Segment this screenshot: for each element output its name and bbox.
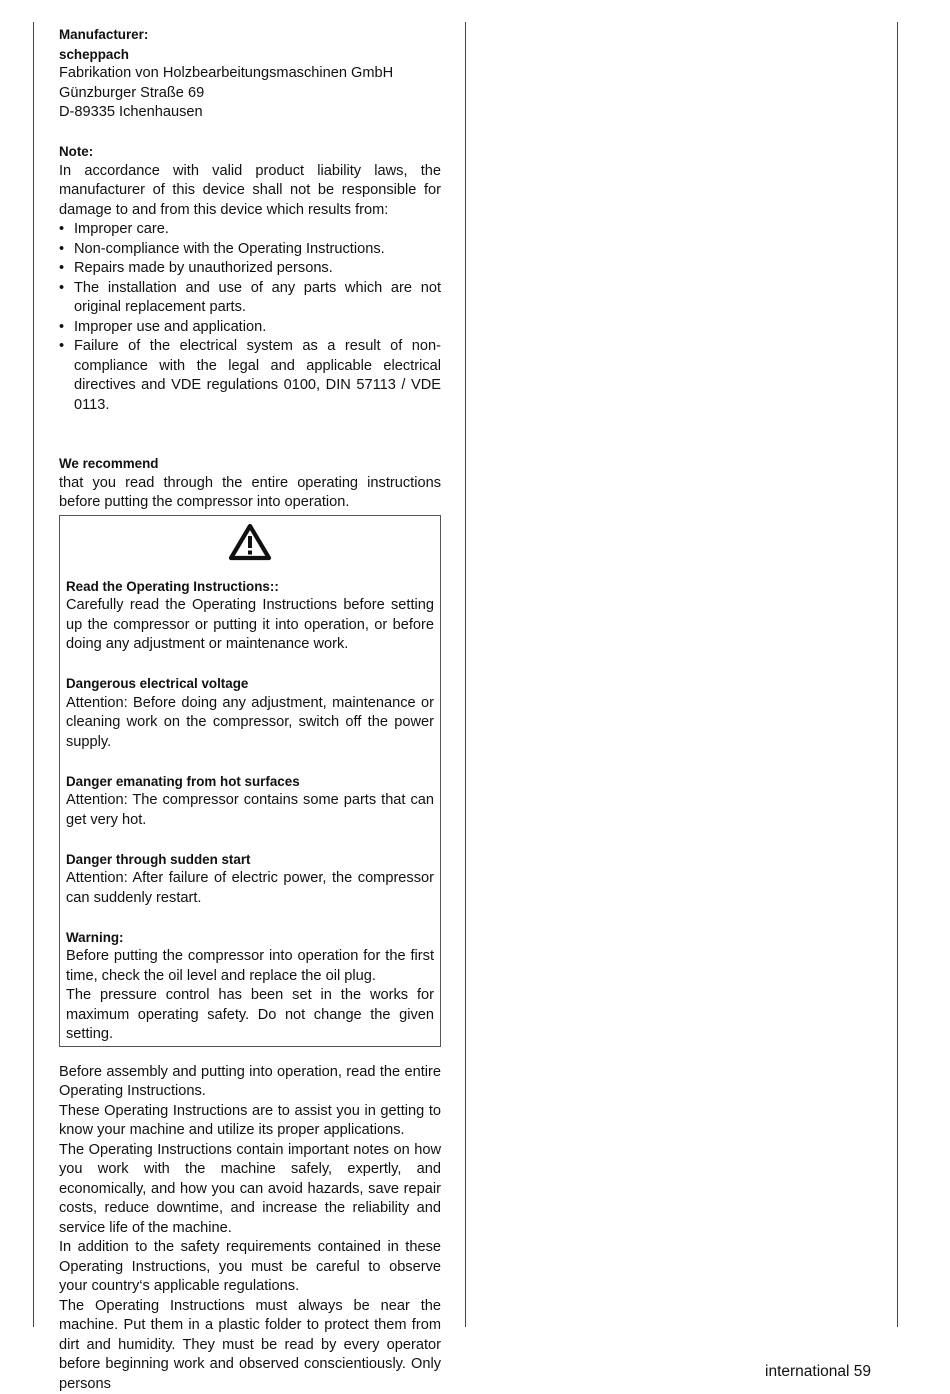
warning-text-oil: Before putting the compressor into operation for the first time, check the oil level and replace the oil plug. [66,947,434,986]
list-item: • Repairs made by unauthorized persons. [59,259,441,279]
footer-section-label: international [765,1363,849,1380]
manufacturer-city: D-89335 Ichenhausen [59,103,441,123]
manufacturer-brand: scheppach [59,45,441,65]
recommend-heading: We recommend [59,454,441,474]
left-column-rule [33,22,34,1327]
body-paragraph: The Operating Instructions contain important notes on how you work with the machine safely, expertly, and economically, and how you can avoid hazards, save repair costs, reduce downtime, and increase the reliability and service life of the machine. [59,1141,441,1239]
read-instructions-text: Carefully read the Operating Instructions before setting up the compressor or putting it into operation, or before doing any adjustment or maintenance work. [66,596,434,655]
note-list [59,220,441,415]
warning-triangle-icon [66,516,434,562]
recommend-text: that you read through the entire operating instructions before putting the compressor into operation. [59,474,441,513]
body-paragraph: Before assembly and putting into operation, read the entire Operating Instructions. [59,1063,441,1102]
hot-surfaces-text: Attention: The compressor contains some parts that can get very hot. [66,791,434,830]
manufacturer-block [59,25,441,123]
body-paragraph: The Operating Instructions must always be near the machine. Put them in a plastic folder to protect them from dirt and humidity. They must be read by every operator before beginning work and observed conscientiously. Only persons [59,1297,441,1394]
note-intro: In accordance with valid product liability laws, the manufacturer of this device shall not be responsible for damage to and from this device which results from: [59,162,441,221]
electrical-voltage-text: Attention: Before doing any adjustment, maintenance or cleaning work on the compressor, switch off the power supply. [66,694,434,753]
body-paragraph: These Operating Instructions are to assist you in getting to know your machine and utilize its proper applications. [59,1102,441,1141]
page-footer [765,1362,871,1382]
list-item: • Non-compliance with the Operating Instructions. [59,240,441,260]
warning-heading: Warning: [66,928,434,948]
list-item: • The installation and use of any parts which are not original replacement parts. [59,279,441,318]
list-item: • Improper use and application. [59,318,441,338]
warning-text-pressure: The pressure control has been set in the works for maximum operating safety. Do not change the given setting. [66,986,434,1045]
safety-warning-box [59,515,441,1047]
body-paragraph: In addition to the safety requirements contained in these Operating Instructions, you must be careful to observe your country‘s applicable regulations. [59,1238,441,1297]
right-column-rule [897,22,898,1327]
hot-surfaces-heading: Danger emanating from hot surfaces [66,772,434,792]
left-column [59,25,441,1394]
sudden-start-text: Attention: After failure of electric power, the compressor can suddenly restart. [66,869,434,908]
read-instructions-heading: Read the Operating Instructions:: [66,577,434,597]
manufacturer-street: Günzburger Straße 69 [59,84,441,104]
list-item: • Failure of the electrical system as a result of non-compliance with the legal and applicable electrical directives and VDE regulations 0100, DIN 57113 / VDE 0113. [59,337,441,415]
electrical-voltage-heading: Dangerous electrical voltage [66,674,434,694]
sudden-start-heading: Danger through sudden start [66,850,434,870]
operating-instructions-body [59,1063,441,1394]
note-heading: Note: [59,142,441,162]
center-column-rule [465,22,466,1327]
note-block [59,142,441,415]
page-number: 59 [854,1363,871,1380]
manufacturer-company: Fabrikation von Holzbearbeitungsmaschinen GmbH [59,64,441,84]
manufacturer-heading: Manufacturer: [59,25,441,45]
list-item: • Improper care. [59,220,441,240]
recommend-block [59,454,441,513]
